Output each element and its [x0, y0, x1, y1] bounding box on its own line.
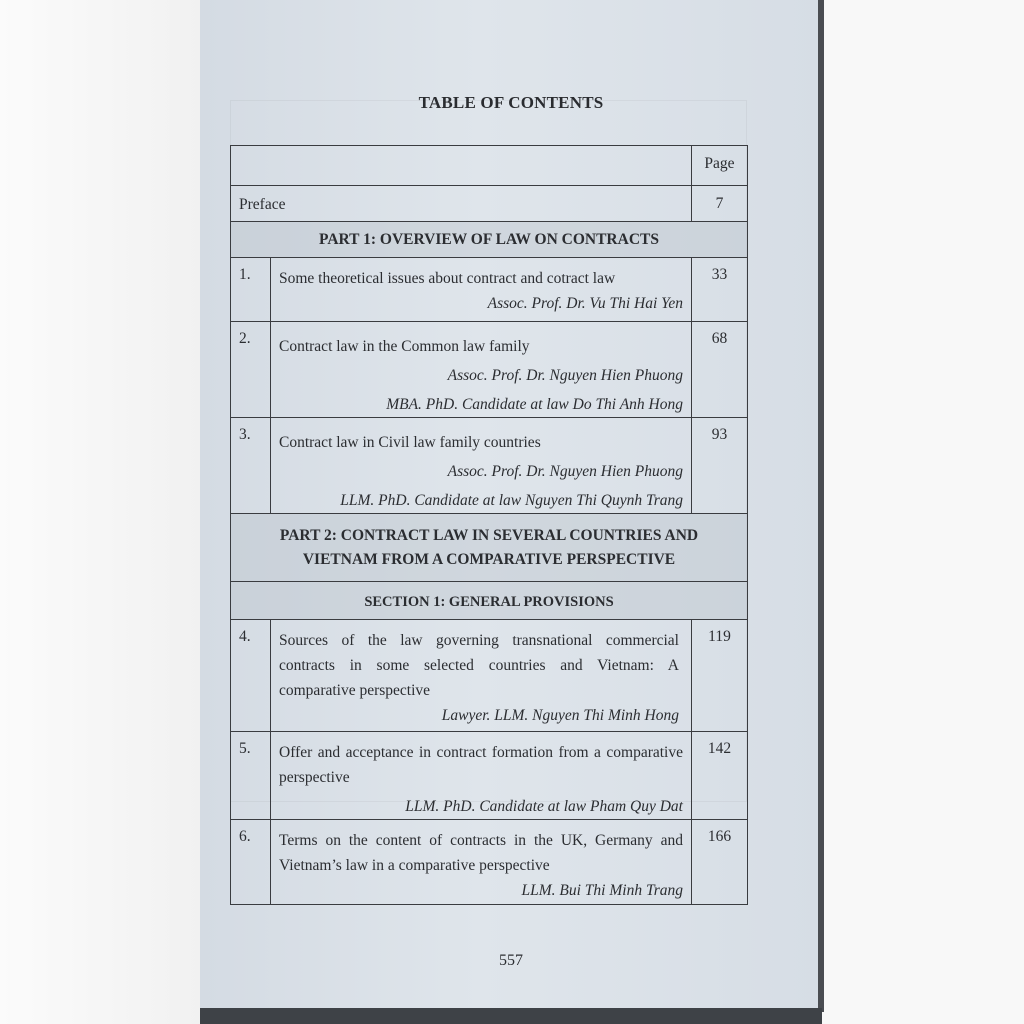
- toc-entry: [230, 321, 748, 417]
- entry-page: 68: [691, 322, 747, 417]
- entry-author: Assoc. Prof. Dr. Nguyen Hien Phuong: [447, 463, 683, 480]
- entry-author: Assoc. Prof. Dr. Nguyen Hien Phuong: [447, 367, 683, 384]
- page-column-header: Page: [691, 146, 747, 185]
- entry-page: 33: [691, 258, 747, 321]
- entry-title: Offer and acceptance in contract formation from a comparative perspective: [279, 744, 683, 786]
- section1-heading-row: [230, 581, 748, 619]
- entry-author: LLM. PhD. Candidate at law Nguyen Thi Quynh Trang: [340, 492, 683, 509]
- page-bottom-shadow: [200, 1008, 822, 1024]
- entry-page: 93: [691, 418, 747, 513]
- page-edge: [818, 0, 824, 1012]
- page-number: 557: [499, 952, 523, 969]
- section1-heading: SECTION 1: GENERAL PROVISIONS: [364, 594, 614, 610]
- entry-author: MBA. PhD. Candidate at law Do Thi Anh Hong: [386, 396, 683, 413]
- toc-entry: [230, 417, 748, 513]
- part2-heading-row: [230, 513, 748, 581]
- part2-heading-line1: PART 2: CONTRACT LAW IN SEVERAL COUNTRIES AND: [279, 527, 699, 544]
- entry-title: Some theoretical issues about contract and cotract law: [279, 270, 616, 287]
- preface-page: 7: [691, 186, 747, 221]
- entry-page: 166: [691, 820, 747, 904]
- entry-page: 119: [691, 620, 747, 731]
- entry-author: LLM. Bui Thi Minh Trang: [521, 882, 683, 899]
- part2-heading-line2: VIETNAM FROM A COMPARATIVE PERSPECTIVE: [302, 551, 676, 568]
- background-right: [822, 0, 1024, 1024]
- entry-number: 2.: [231, 322, 271, 417]
- entry-number: 6.: [231, 820, 271, 904]
- entry-author: LLM. PhD. Candidate at law Pham Quy Dat: [405, 798, 683, 815]
- background-left: [0, 0, 200, 1024]
- entry-title: Contract law in Civil law family countries: [279, 434, 541, 451]
- page-title: TABLE OF CONTENTS: [418, 93, 604, 112]
- entry-title: Terms on the content of contracts in the UK, Germany and Vietnam’s law in a comparative perspective: [279, 832, 683, 874]
- entry-number: 5.: [231, 732, 271, 819]
- toc-table: [230, 145, 748, 905]
- entry-title: Contract law in the Common law family: [279, 338, 530, 355]
- entry-author: Lawyer. LLM. Nguyen Thi Minh Hong: [441, 707, 679, 724]
- entry-title: Sources of the law governing transnational commercial contracts in some selected countries and Vietnam: A comparative perspective: [279, 632, 679, 699]
- toc-entry: [230, 257, 748, 321]
- part1-heading: PART 1: OVERVIEW OF LAW ON CONTRACTS: [319, 231, 659, 248]
- entry-number: 3.: [231, 418, 271, 513]
- preface-row: [230, 185, 748, 221]
- entry-page: 142: [691, 732, 747, 819]
- toc-entry: [230, 731, 748, 819]
- toc-entry: [230, 619, 748, 731]
- part1-heading-row: [230, 221, 748, 257]
- preface-label: Preface: [239, 196, 286, 213]
- entry-number: 4.: [231, 620, 271, 731]
- entry-author: Assoc. Prof. Dr. Vu Thi Hai Yen: [487, 295, 683, 312]
- entry-number: 1.: [231, 258, 271, 321]
- toc-entry: [230, 819, 748, 905]
- table-header-row: [230, 145, 748, 185]
